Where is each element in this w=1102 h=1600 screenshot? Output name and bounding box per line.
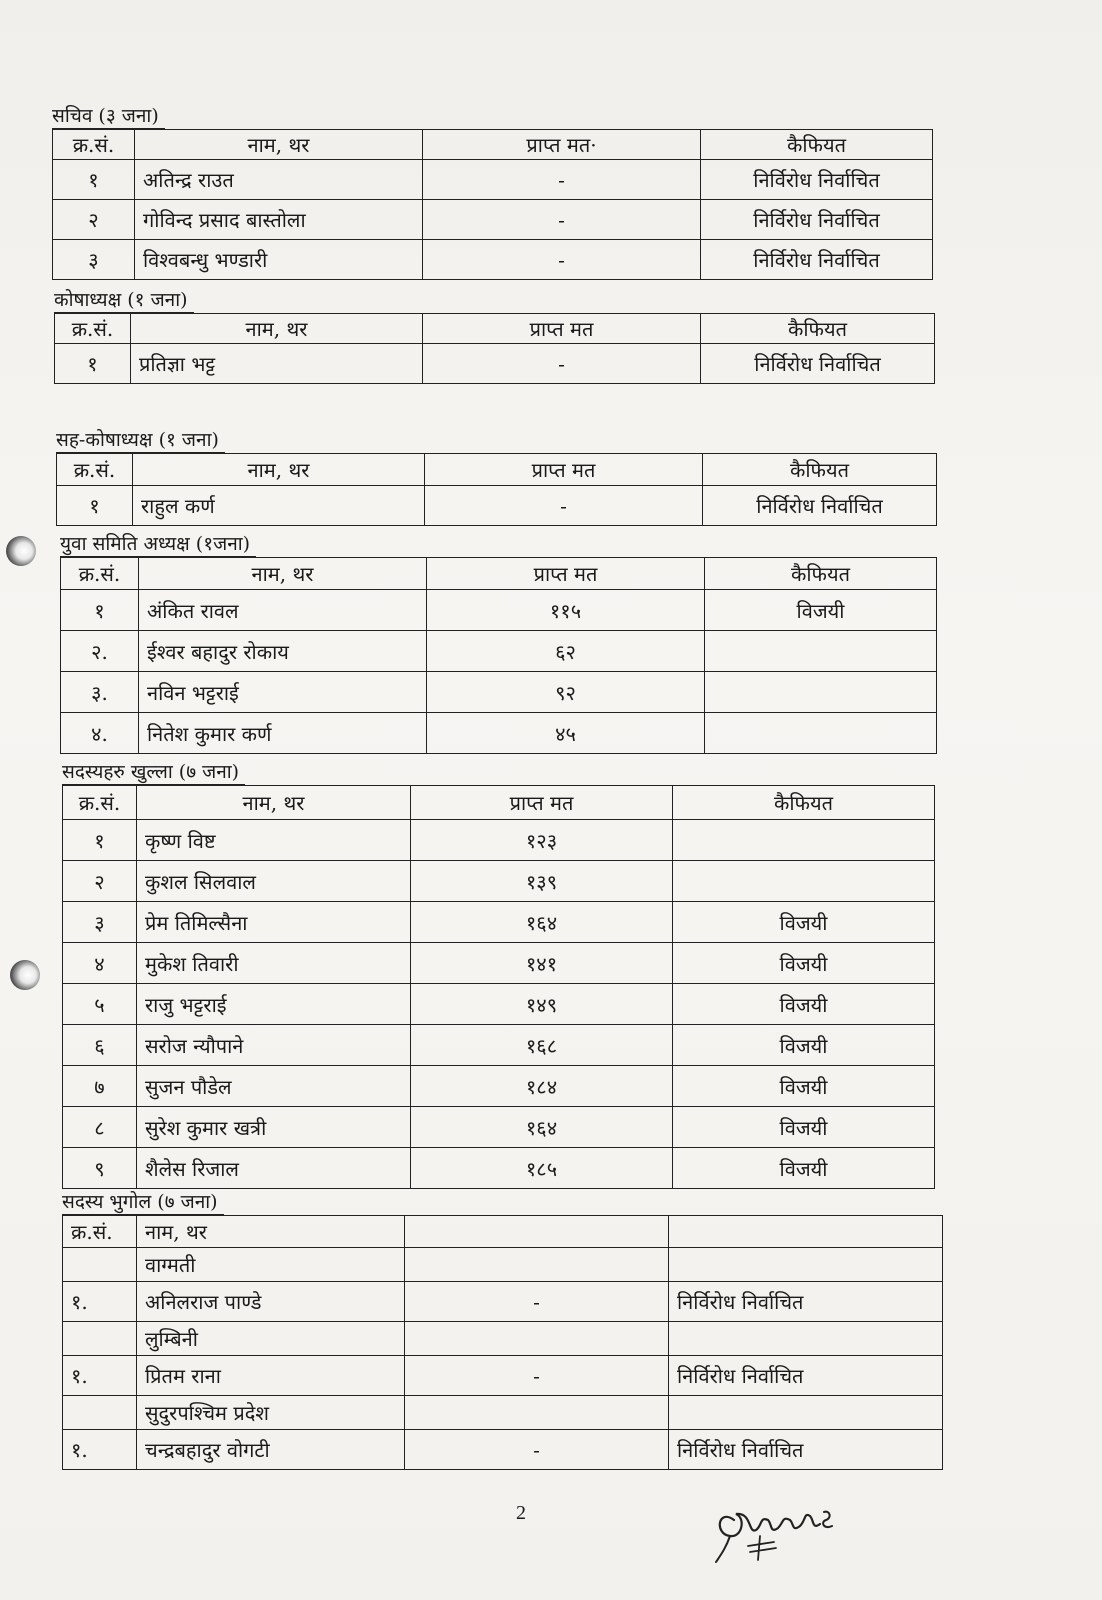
row-name: कुशल सिलवाल — [137, 861, 411, 902]
row-name: कृष्ण विष्ट — [137, 820, 411, 861]
table-row — [63, 820, 935, 861]
row-remark — [673, 820, 935, 861]
header-remark-empty — [669, 1216, 943, 1248]
header-name: नाम, थर — [133, 454, 425, 486]
row-sn: ३. — [61, 672, 139, 713]
row-name: राहुल कर्ण — [133, 486, 425, 526]
table-row — [53, 160, 933, 200]
table-row — [63, 1282, 943, 1322]
row-sn: ९ — [63, 1148, 137, 1189]
row-votes: १६८ — [411, 1025, 673, 1066]
row-votes: १६४ — [411, 1107, 673, 1148]
row-name: अतिन्द्र राउत — [135, 160, 423, 200]
header-remark: कैफियत — [701, 130, 933, 160]
section-title: कोषाध्यक्ष (१ जना) — [54, 288, 194, 313]
row-remark: निर्विरोध निर्वाचित — [669, 1356, 943, 1396]
row-votes: - — [423, 160, 701, 200]
table-row — [63, 984, 935, 1025]
header-name: नाम, थर — [137, 786, 411, 820]
row-remark: निर्विरोध निर्वाचित — [701, 160, 933, 200]
row-sn: ४. — [61, 713, 139, 754]
row-sn: १ — [55, 344, 131, 384]
koshadhyaksha-table — [54, 313, 935, 384]
row-name: मुकेश तिवारी — [137, 943, 411, 984]
row-name: चन्द्रबहादुर वोगटी — [137, 1430, 405, 1470]
header-votes: प्राप्त मत — [427, 558, 705, 590]
row-name: राजु भट्टराई — [137, 984, 411, 1025]
row-remark: विजयी — [673, 1025, 935, 1066]
row-remark: निर्विरोध निर्वाचित — [701, 344, 935, 384]
header-sn: क्र.सं. — [63, 786, 137, 820]
header-name: नाम, थर — [139, 558, 427, 590]
row-name: ईश्वर बहादुर रोकाय — [139, 631, 427, 672]
section-sachiv — [52, 104, 933, 280]
header-remark: कैफियत — [673, 786, 935, 820]
row-sn: १ — [63, 820, 137, 861]
row-remark: विजयी — [673, 902, 935, 943]
header-name: नाम, थर — [137, 1216, 405, 1248]
table-header-row — [61, 558, 937, 590]
header-votes: प्राप्त मत — [425, 454, 703, 486]
sadasya-khulla-table — [62, 785, 935, 1189]
row-sn: ६ — [63, 1025, 137, 1066]
table-row — [63, 1430, 943, 1470]
table-row — [61, 631, 937, 672]
row-votes: ६२ — [427, 631, 705, 672]
yuva-samiti-table — [60, 557, 937, 754]
header-votes-empty — [405, 1216, 669, 1248]
header-sn: क्र.सं. — [63, 1216, 137, 1248]
row-name: सरोज न्यौपाने — [137, 1025, 411, 1066]
row-votes — [405, 1322, 669, 1356]
row-votes — [405, 1396, 669, 1430]
punch-hole-icon — [10, 960, 40, 990]
table-row — [61, 713, 937, 754]
header-votes: प्राप्त मत· — [423, 130, 701, 160]
table-header-row — [55, 314, 935, 344]
section-yuva-samiti — [60, 532, 937, 754]
row-remark — [669, 1248, 943, 1282]
row-votes: ११५ — [427, 590, 705, 631]
row-remark: निर्विरोध निर्वाचित — [669, 1282, 943, 1322]
row-votes: ४५ — [427, 713, 705, 754]
row-sn: ३ — [63, 902, 137, 943]
table-header-row — [57, 454, 937, 486]
table-row — [63, 1148, 935, 1189]
row-name: गोविन्द प्रसाद बास्तोला — [135, 200, 423, 240]
section-title: सह-कोषाध्यक्ष (१ जना) — [56, 428, 225, 453]
row-sn: ३ — [53, 240, 135, 280]
row-name: प्रतिज्ञा भट्ट — [131, 344, 423, 384]
row-votes: १६४ — [411, 902, 673, 943]
row-name: शैलेस रिजाल — [137, 1148, 411, 1189]
header-votes: प्राप्त मत — [411, 786, 673, 820]
row-remark: विजयी — [673, 1107, 935, 1148]
header-remark: कैफियत — [701, 314, 935, 344]
row-votes: - — [423, 344, 701, 384]
row-remark — [669, 1396, 943, 1430]
header-votes: प्राप्त मत — [423, 314, 701, 344]
row-votes: १२३ — [411, 820, 673, 861]
row-votes: - — [425, 486, 703, 526]
header-sn: क्र.सं. — [57, 454, 133, 486]
table-row — [53, 200, 933, 240]
row-remark: विजयी — [673, 1066, 935, 1107]
row-sn: १ — [61, 590, 139, 631]
row-sn: २ — [63, 861, 137, 902]
table-header-row — [63, 1216, 943, 1248]
table-row — [63, 1356, 943, 1396]
section-title: सदस्य भुगोल (७ जना) — [62, 1190, 224, 1215]
row-name: अंकित रावल — [139, 590, 427, 631]
row-remark: विजयी — [673, 943, 935, 984]
table-row — [63, 1107, 935, 1148]
row-sn: २ — [53, 200, 135, 240]
sadasya-bhugol-table — [62, 1215, 943, 1470]
section-sadasya-khulla — [62, 760, 935, 1189]
section-koshadhyaksha — [54, 288, 935, 384]
table-row — [63, 1066, 935, 1107]
table-row — [63, 1248, 943, 1282]
row-remark: निर्विरोध निर्वाचित — [669, 1430, 943, 1470]
row-province: सुदुरपश्चिम प्रदेश — [137, 1396, 405, 1430]
section-title: युवा समिति अध्यक्ष (१जना) — [60, 532, 256, 557]
row-sn: १ — [57, 486, 133, 526]
row-sn: १. — [63, 1356, 137, 1396]
row-remark — [669, 1322, 943, 1356]
table-row — [53, 240, 933, 280]
signature-icon — [712, 1490, 842, 1570]
row-remark — [705, 713, 937, 754]
table-row — [61, 590, 937, 631]
section-saha-koshadhyaksha — [56, 428, 937, 526]
row-sn — [63, 1322, 137, 1356]
row-remark: विजयी — [673, 1148, 935, 1189]
header-sn: क्र.सं. — [53, 130, 135, 160]
row-sn: ४ — [63, 943, 137, 984]
row-votes: - — [423, 200, 701, 240]
punch-hole-icon — [6, 536, 36, 566]
row-name: नविन भट्टराई — [139, 672, 427, 713]
row-sn: २. — [61, 631, 139, 672]
header-remark: कैफियत — [703, 454, 937, 486]
row-votes: १८५ — [411, 1148, 673, 1189]
row-sn: ७ — [63, 1066, 137, 1107]
row-remark: निर्विरोध निर्वाचित — [701, 200, 933, 240]
row-remark: निर्विरोध निर्वाचित — [701, 240, 933, 280]
row-sn: ५ — [63, 984, 137, 1025]
row-sn: १. — [63, 1430, 137, 1470]
row-name: नितेश कुमार कर्ण — [139, 713, 427, 754]
row-sn — [63, 1396, 137, 1430]
table-row — [63, 861, 935, 902]
row-name: अनिलराज पाण्डे — [137, 1282, 405, 1322]
row-name: प्रेम तिमिल्सैना — [137, 902, 411, 943]
row-sn: १ — [53, 160, 135, 200]
row-sn — [63, 1248, 137, 1282]
header-sn: क्र.सं. — [61, 558, 139, 590]
table-row — [57, 486, 937, 526]
row-remark — [705, 631, 937, 672]
row-votes: १४९ — [411, 984, 673, 1025]
row-votes — [405, 1248, 669, 1282]
row-remark: विजयी — [705, 590, 937, 631]
row-name: विश्वबन्धु भण्डारी — [135, 240, 423, 280]
row-votes: - — [405, 1356, 669, 1396]
saha-koshadhyaksha-table — [56, 453, 937, 526]
row-province: लुम्बिनी — [137, 1322, 405, 1356]
header-name: नाम, थर — [135, 130, 423, 160]
table-row — [63, 1025, 935, 1066]
row-name: प्रितम राना — [137, 1356, 405, 1396]
row-votes: १४१ — [411, 943, 673, 984]
table-row — [63, 1396, 943, 1430]
row-votes: - — [405, 1282, 669, 1322]
row-remark: विजयी — [673, 984, 935, 1025]
section-sadasya-bhugol — [62, 1190, 943, 1470]
row-remark — [673, 861, 935, 902]
row-votes: १३९ — [411, 861, 673, 902]
row-name: सुरेश कुमार खत्री — [137, 1107, 411, 1148]
section-title: सदस्यहरु खुल्ला (७ जना) — [62, 760, 245, 785]
section-title: सचिव (३ जना) — [52, 104, 165, 129]
row-remark — [705, 672, 937, 713]
row-sn: १. — [63, 1282, 137, 1322]
row-votes: - — [423, 240, 701, 280]
table-row — [63, 943, 935, 984]
row-province: वाग्मती — [137, 1248, 405, 1282]
table-header-row — [63, 786, 935, 820]
row-votes: ९२ — [427, 672, 705, 713]
row-votes: १८४ — [411, 1066, 673, 1107]
row-votes: - — [405, 1430, 669, 1470]
table-row — [61, 672, 937, 713]
header-remark: कैफियत — [705, 558, 937, 590]
row-remark: निर्विरोध निर्वाचित — [703, 486, 937, 526]
table-row — [63, 1322, 943, 1356]
header-sn: क्र.सं. — [55, 314, 131, 344]
row-name: सुजन पौडेल — [137, 1066, 411, 1107]
table-row — [63, 902, 935, 943]
table-header-row — [53, 130, 933, 160]
sachiv-table — [52, 129, 933, 280]
table-row — [55, 344, 935, 384]
row-sn: ८ — [63, 1107, 137, 1148]
page-number: 2 — [516, 1502, 526, 1524]
header-name: नाम, थर — [131, 314, 423, 344]
